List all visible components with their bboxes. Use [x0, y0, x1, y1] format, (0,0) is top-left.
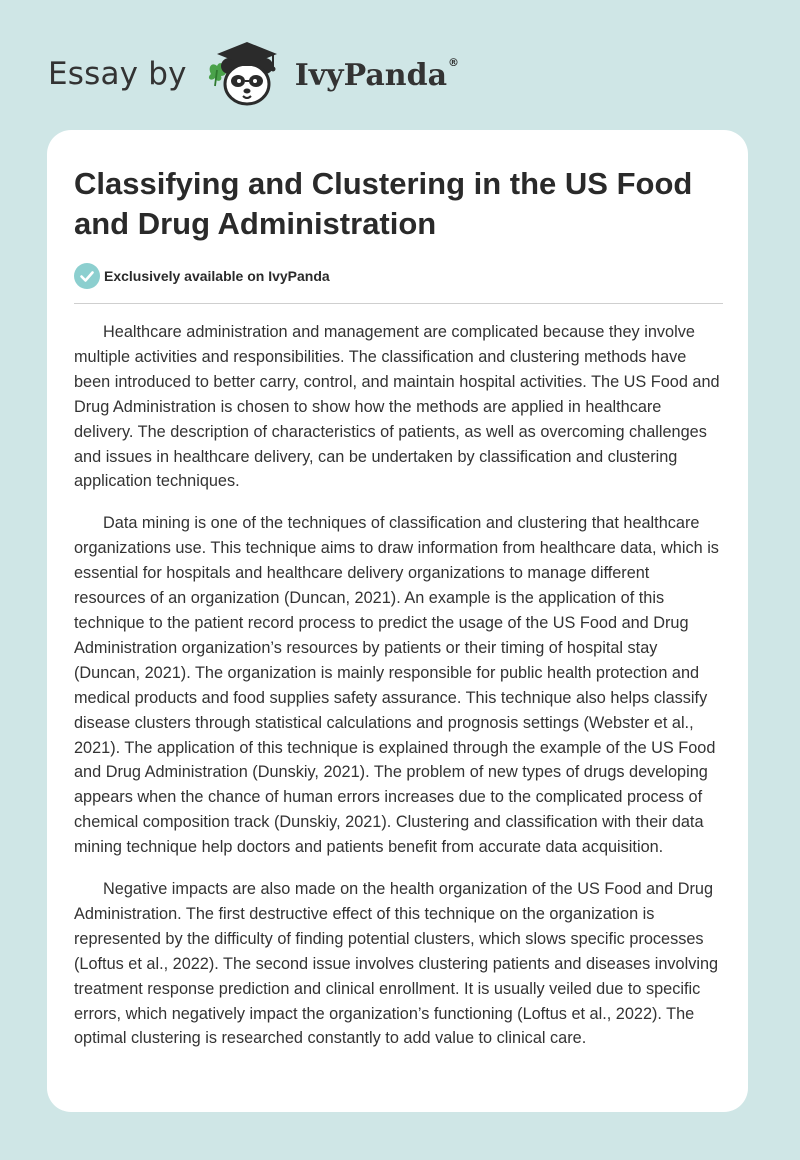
registered-mark: ®: [448, 55, 460, 69]
brand-prefix: Essay by: [48, 56, 187, 92]
essay-paragraph: Negative impacts are also made on the health organization of the US Food and Drug Administration. The first destructive effect of this technique on the organization is represented by the difficulty of finding potential clusters, which slows specific processes (Loftus et al., 2022). The second issue involves clustering patients and diseases involving treatment response prediction and clinical enrollment. It is usually veiled due to specific errors, which negatively impact the organization’s functioning (Loftus et al., 2022). The optimal clustering is researched constantly to add value to clinical care.: [74, 880, 719, 1048]
essay-card: [47, 130, 748, 1112]
brand-header[interactable]: [48, 36, 459, 116]
exclusive-badge: [74, 263, 330, 289]
title-divider: [74, 303, 723, 304]
essay-body: [74, 320, 724, 1068]
essay-title: Classifying and Clustering in the US Food and Drug Administration: [74, 166, 693, 241]
brand-name: [294, 55, 460, 93]
brand-name-text: IvyPanda: [294, 57, 448, 93]
essay-paragraph: Healthcare administration and management are complicated because they involve multiple activities and responsibilities. The classification and clustering methods have been introduced to better carry, control, and maintain hospital activities. The US Food and Drug Administration is chosen to show how the methods are applied in healthcare delivery. The description of characteristics of patients, as well as overcoming challenges and issues in healthcare delivery, can be undertaken by classification and clustering application techniques.: [74, 323, 720, 491]
check-circle-icon: [74, 263, 100, 289]
essay-paragraph: Data mining is one of the techniques of classification and clustering that healthcare organizations use. This technique aims to draw information from healthcare data, which is essential for hospitals and healthcare delivery organizations to manage different resources of an organization (Duncan, 2021). An example is the application of this technique to the patient record process to predict the usage of the US Food and Drug Administration organization’s resources by patients or their timing of hospital stay (Duncan, 2021). The organization is mainly responsible for public health protection and medical products and food supplies safety assurance. This technique also helps classify disease clusters through statistical calculations and prognosis settings (Webster et al., 2021). The application of this technique is explained through the example of the US Food and Drug Administration (Dunskiy, 2021). The problem of new types of drugs developing appears when the chance of human errors increases due to the complicated process of chemical composition track (Dunskiy, 2021). Clustering and classification with their data mining technique help doctors and patients benefit from accurate data acquisition.: [74, 514, 719, 857]
exclusive-badge-label: Exclusively available on IvyPanda: [104, 268, 330, 284]
panda-graduate-icon: [203, 36, 291, 116]
